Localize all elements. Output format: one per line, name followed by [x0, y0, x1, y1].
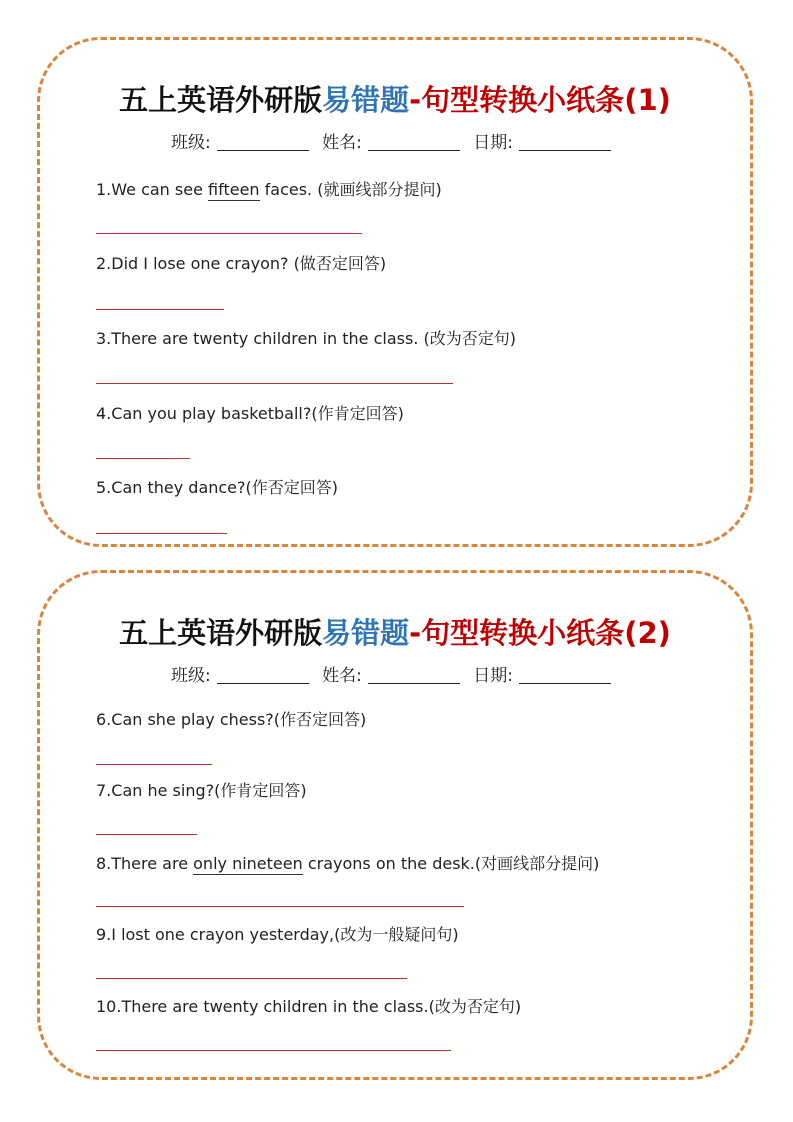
date-field[interactable] — [519, 668, 611, 684]
question-5: 5.Can they dance?(作否定回答) — [96, 478, 339, 497]
answer-line-7[interactable] — [96, 834, 197, 835]
answer-line-1[interactable] — [96, 233, 362, 234]
answer-line-6[interactable] — [96, 764, 212, 765]
question-2: 2.Did I lose one crayon? (做否定回答) — [96, 254, 387, 273]
answer-line-2[interactable] — [96, 309, 224, 310]
question-1: 1.We can see fifteen faces. (就画线部分提问) — [96, 180, 442, 199]
answer-line-10[interactable] — [96, 1050, 451, 1051]
card-title: 五上英语外研版易错题-句型转换小纸条(1) — [119, 83, 671, 117]
student-info-row — [40, 128, 750, 153]
card-title: 五上英语外研版易错题-句型转换小纸条(2) — [119, 616, 671, 650]
date-label: 日期: — [473, 666, 513, 686]
question-7: 7.Can he sing?(作肯定回答) — [96, 781, 307, 800]
name-label: 姓名: — [322, 133, 362, 153]
name-label: 姓名: — [322, 666, 362, 686]
answer-line-3[interactable] — [96, 383, 453, 384]
answer-line-4[interactable] — [96, 458, 190, 459]
question-6: 6.Can she play chess?(作否定回答) — [96, 710, 367, 729]
question-10: 10.There are twenty children in the class.(改为否定句) — [96, 997, 522, 1016]
question-3: 3.There are twenty children in the class. (改为否定句) — [96, 329, 516, 348]
date-label: 日期: — [473, 133, 513, 153]
student-info-row — [40, 661, 750, 686]
name-field[interactable] — [368, 135, 460, 151]
answer-line-8[interactable] — [96, 906, 464, 907]
worksheet-card-1 — [37, 37, 753, 547]
class-label: 班级: — [170, 133, 211, 153]
worksheet-card-2 — [37, 570, 753, 1080]
date-field[interactable] — [519, 135, 611, 151]
class-label: 班级: — [170, 666, 211, 686]
answer-line-5[interactable] — [96, 533, 227, 534]
question-4: 4.Can you play basketball?(作肯定回答) — [96, 404, 404, 423]
name-field[interactable] — [368, 668, 460, 684]
class-field[interactable] — [217, 135, 309, 151]
question-9: 9.I lost one crayon yesterday,(改为一般疑问句) — [96, 925, 459, 944]
answer-line-9[interactable] — [96, 978, 407, 979]
question-8: 8.There are only nineteen crayons on the desk.(对画线部分提问) — [96, 854, 600, 873]
class-field[interactable] — [217, 668, 309, 684]
